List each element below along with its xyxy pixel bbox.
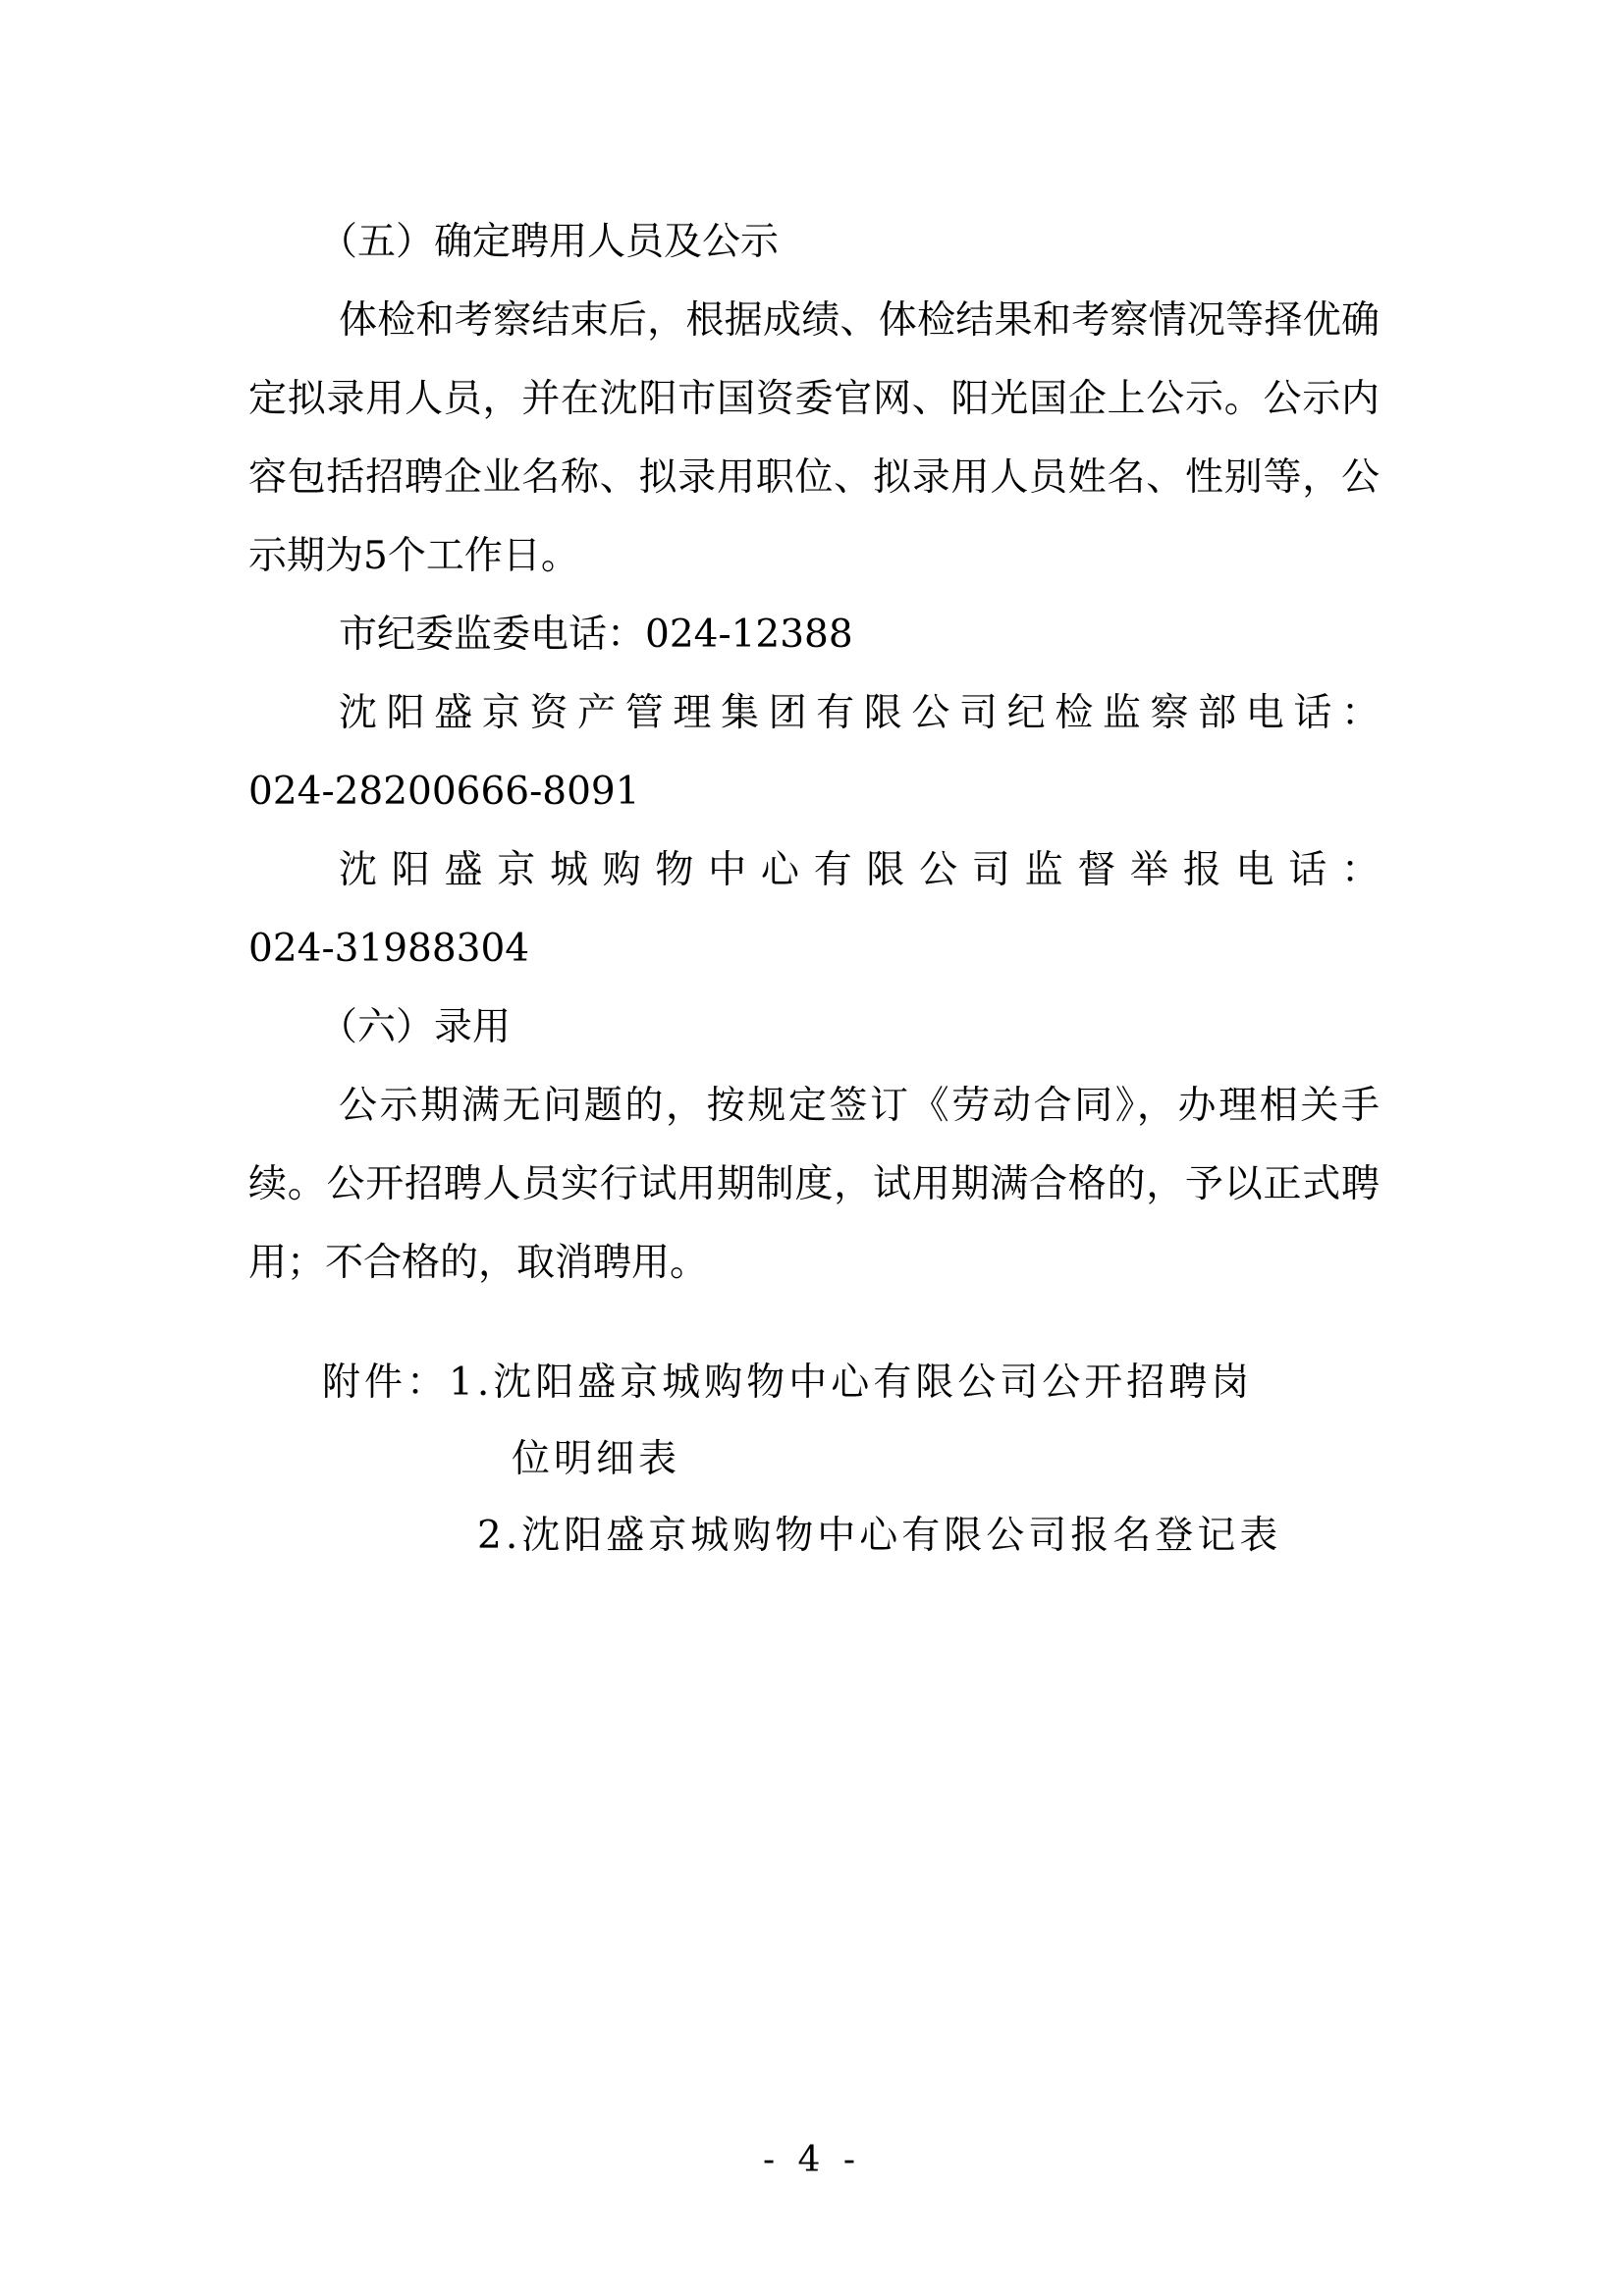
attachment-item-1-continued: 位明细表: [512, 1437, 681, 1481]
section-six-heading: （六）录用: [319, 1005, 512, 1049]
attachments-list: [322, 1345, 1382, 1575]
attachment-item-2: 2.沈阳盛京城购物中心有限公司报名登记表: [477, 1514, 1282, 1558]
section-five-heading: （五）确定聘用人员及公示: [319, 220, 780, 264]
group-inspection-phone-label: 沈阳盛京资产管理集团有限公司纪检监察部电话：: [339, 691, 1380, 735]
section-six-paragraph: 公示期满无问题的，按规定签订《劳动合同》，办理相关手续。公开招聘人员实行试用期制度，试用期满合格的，予以正式聘用；不合格的，取消聘用。: [248, 1084, 1380, 1285]
company-report-phone-label: 沈阳盛京城购物中心有限公司监督举报电话：: [339, 848, 1380, 892]
company-report-phone-number: 024-31988304: [248, 927, 530, 971]
group-inspection-phone-number: 024-28200666-8091: [248, 770, 640, 814]
discipline-commission-phone: 市纪委监委电话：024-12388: [339, 613, 853, 657]
attachment-item-1: 附件：1.沈阳盛京城购物中心有限公司公开招聘岗: [322, 1361, 1254, 1405]
body-text: [248, 203, 1380, 1303]
section-five-paragraph: 体检和考察结束后，根据成绩、体检结果和考察情况等择优确定拟录用人员，并在沈阳市国资委官网、阳光国企上公示。公示内容包括招聘企业名称、拟录用职位、拟录用人员姓名、性别等，公示期为5个工作日。: [248, 298, 1380, 578]
page-number: - 4 -: [762, 2140, 862, 2180]
